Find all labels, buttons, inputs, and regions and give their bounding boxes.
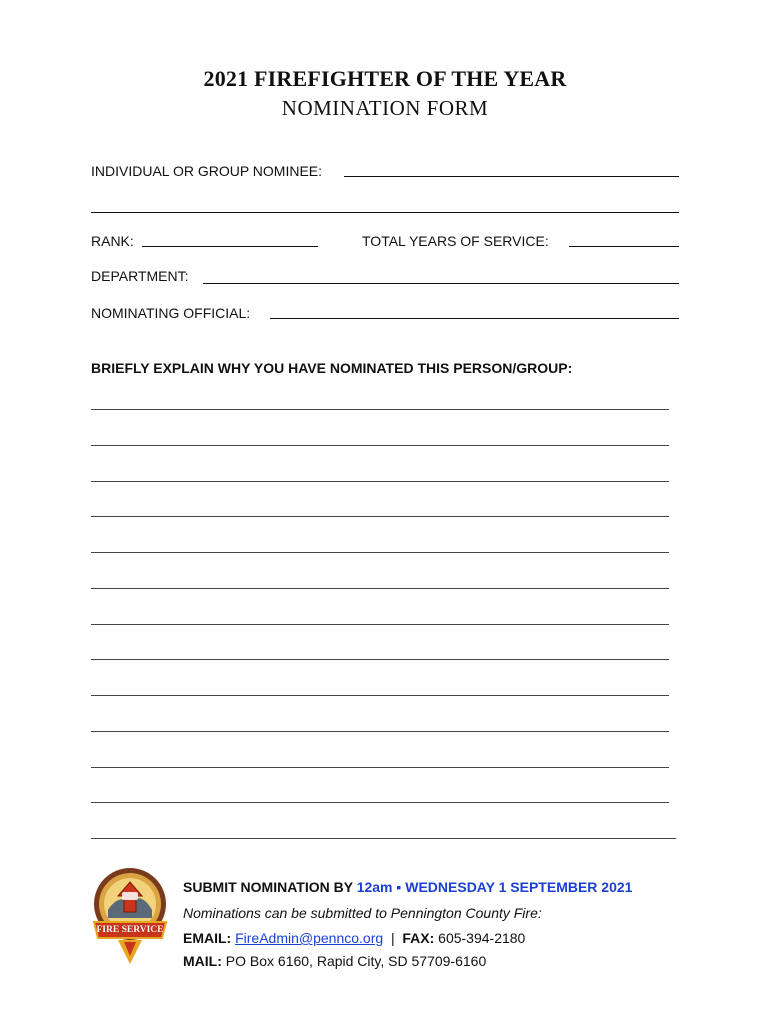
explanation-line[interactable] [91,481,669,482]
form-title: 2021 FIREFIGHTER OF THE YEAR [203,66,567,91]
explanation-prompt: BRIEFLY EXPLAIN WHY YOU HAVE NOMINATED THIS PERSON/GROUP: [91,360,573,376]
nominating-official-label: NOMINATING OFFICIAL: [91,305,251,321]
explanation-line[interactable] [91,516,669,517]
explanation-line[interactable] [91,624,669,625]
deadline-date: 12am ▪ WEDNESDAY 1 SEPTEMBER 2021 [356,879,633,895]
explanation-line[interactable] [91,445,669,446]
explanation-line[interactable] [91,731,669,732]
form-subtitle: NOMINATION FORM [281,96,489,120]
emblem-text: FIRE SERVICE [96,925,164,935]
nominee-field[interactable] [344,176,679,177]
explanation-line[interactable] [91,552,669,553]
nominee-field-continued[interactable] [91,212,679,213]
contact-mail [183,953,486,969]
explanation-line[interactable] [91,409,669,410]
explanation-line[interactable] [91,659,669,660]
years-of-service-field[interactable] [569,246,679,247]
submit-prefix: SUBMIT NOMINATION BY [183,879,353,895]
explanation-line[interactable] [91,838,676,839]
explanation-line[interactable] [91,695,669,696]
fax-number: 605-394-2180 [438,930,526,946]
nominating-official-field[interactable] [270,318,679,319]
department-label: DEPARTMENT: [91,268,189,284]
submission-note: Nominations can be submitted to Pennington County Fire: [183,905,542,921]
department-field[interactable] [203,283,679,284]
fire-service-emblem-icon [88,866,172,966]
years-of-service-label: TOTAL YEARS OF SERVICE: [362,233,549,249]
submit-deadline [183,879,632,895]
separator: | [390,930,395,946]
rank-label: RANK: [91,233,134,249]
rank-field[interactable] [142,246,318,247]
mail-label: MAIL: [183,953,222,969]
explanation-line[interactable] [91,802,669,803]
fax-label: FAX: [402,930,435,946]
mail-address: PO Box 6160, Rapid City, SD 57709-6160 [225,953,487,969]
email-label: EMAIL: [183,930,232,946]
explanation-line[interactable] [91,588,669,589]
contact-email-fax [183,930,525,946]
nominee-label: INDIVIDUAL OR GROUP NOMINEE: [91,163,323,179]
explanation-line[interactable] [91,767,669,768]
email-link[interactable]: FireAdmin@pennco.org [235,930,384,946]
